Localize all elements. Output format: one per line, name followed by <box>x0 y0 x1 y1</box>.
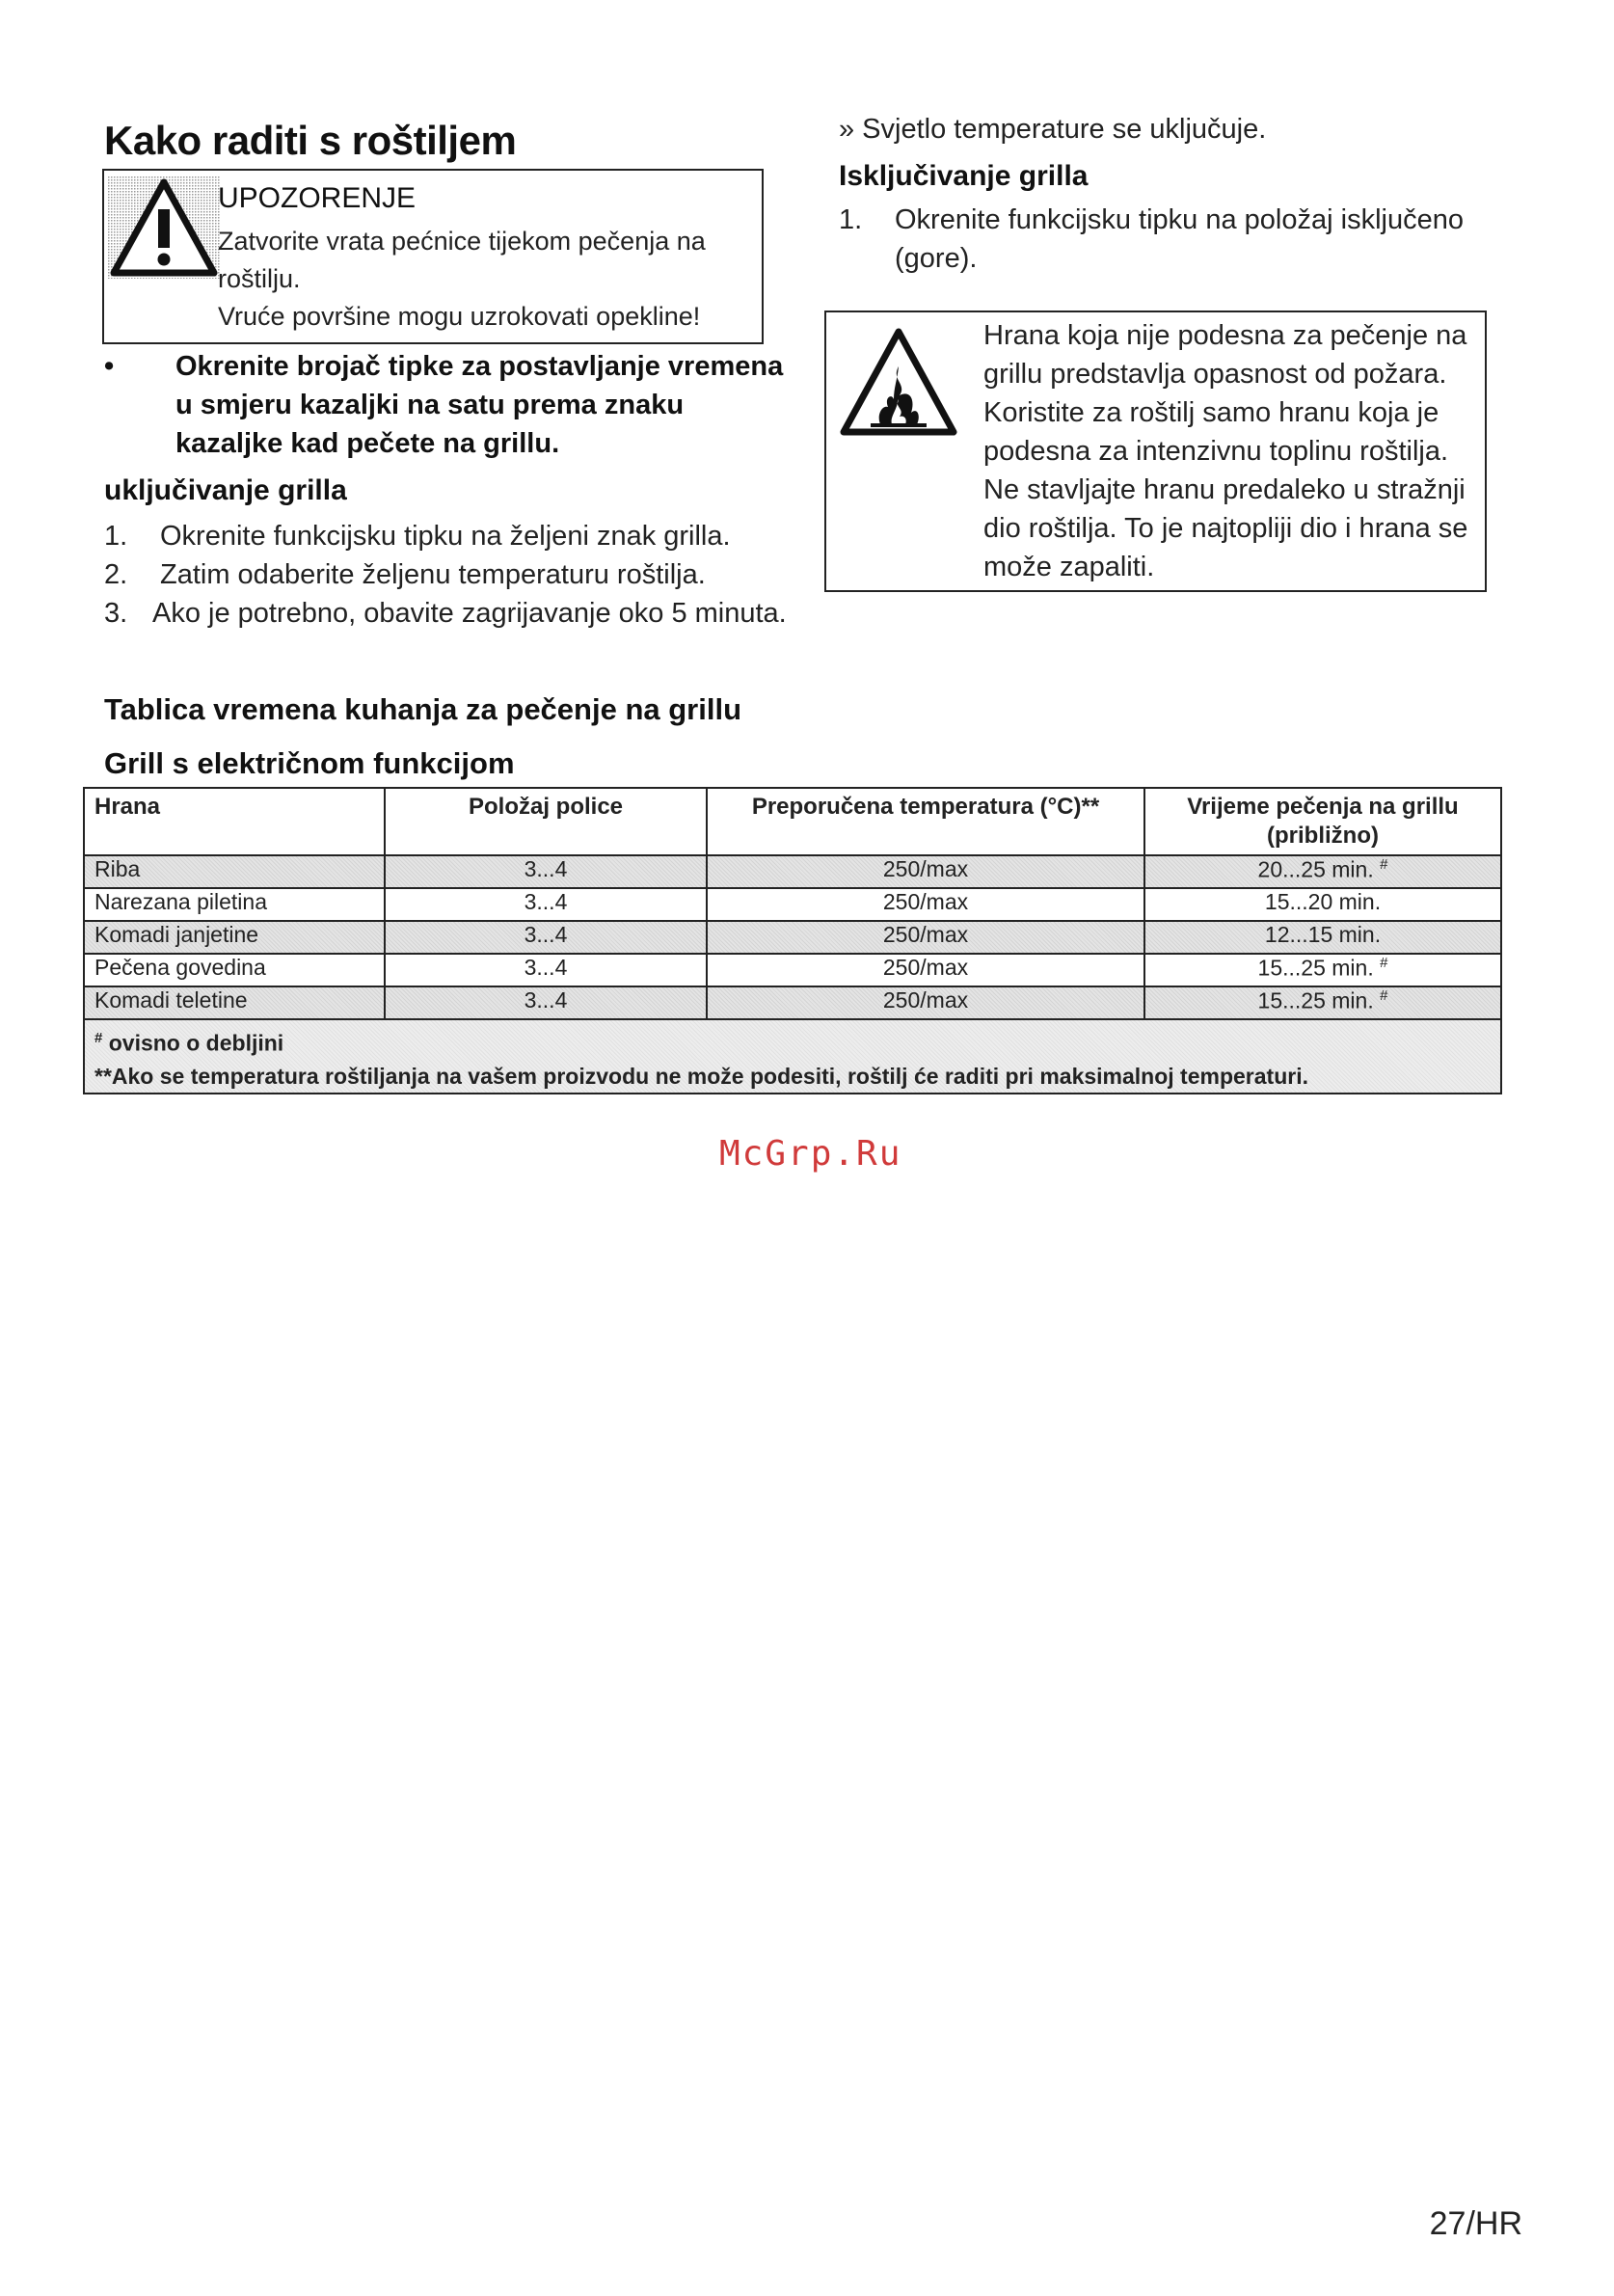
time-value: 20...25 min. <box>1257 856 1374 882</box>
step-item <box>839 201 1464 239</box>
header-temp: Preporučena temperatura (°C)** <box>707 788 1144 855</box>
table-header-row <box>84 788 1501 855</box>
cell-shelf: 3...4 <box>385 954 707 986</box>
step-item <box>104 555 787 594</box>
fire-warning-text: Hrana koja nije podesna za pečenje na grillu predstavlja opasnost od požara. Koristite za roštilj samo hranu koja je podesna za intenzivnu toplinu roštilja. Ne stavljajte hranu predaleko u stražnji dio roštilja. To je najtopliji dio i hrana se može zapaliti. <box>983 320 1468 582</box>
cell-shelf: 3...4 <box>385 855 707 888</box>
cell-temp: 250/max <box>707 954 1144 986</box>
header-time-line: (približno) <box>1267 823 1379 849</box>
warning-line: Vruće površine mogu uzrokovati opekline! <box>218 302 701 331</box>
bullet-text: Okrenite brojač tipke za postavljanje vremena u smjeru kazaljki na satu prema znaku kazaljke kad pečete na grillu. <box>175 351 784 459</box>
step-number: 1. <box>104 521 128 552</box>
time-value: 15...25 min. <box>1257 955 1374 981</box>
fire-warning-box <box>824 311 1487 592</box>
warning-box <box>102 169 764 344</box>
table-row <box>84 888 1501 921</box>
cell-time <box>1144 921 1501 954</box>
note-thickness <box>94 1022 1491 1060</box>
page-number: 27/HR <box>1429 2205 1522 2242</box>
step-text: Ako je potrebno, obavite zagrijavanje oko 5 minuta. <box>152 598 787 629</box>
step-item <box>104 594 787 633</box>
table-title: Grill s električnom funkcijom <box>104 746 515 780</box>
time-value: 15...25 min. <box>1257 987 1374 1013</box>
cell-time <box>1144 888 1501 921</box>
step-number: 1. <box>839 204 863 235</box>
table-notes-row <box>84 1019 1501 1094</box>
header-food: Hrana <box>84 788 385 855</box>
note-text: ovisno o debljini <box>102 1030 284 1056</box>
grill-off-steps <box>839 201 1464 278</box>
step-item <box>104 517 787 555</box>
step-text: Zatim odaberite željenu temperaturu roštilja. <box>160 559 706 590</box>
page-title: Kako raditi s roštiljem <box>104 118 517 163</box>
note-max-temperature: **Ako se temperatura roštiljanja na vašem proizvodu ne može podesiti, roštilj će raditi pri maksimalnoj temperaturi. <box>94 1063 1308 1089</box>
table-row <box>84 921 1501 954</box>
result-text: » Svjetlo temperature se uključuje. <box>839 114 1267 145</box>
cell-shelf: 3...4 <box>385 986 707 1019</box>
step-text: Okrenite funkcijsku tipku na položaj isključeno <box>895 204 1464 235</box>
warning-line: roštilju. <box>218 264 301 293</box>
warning-text <box>218 223 706 336</box>
table-row <box>84 855 1501 888</box>
cell-temp: 250/max <box>707 921 1144 954</box>
cell-time <box>1144 855 1501 888</box>
table-row <box>84 954 1501 986</box>
fire-hazard-icon <box>838 324 959 440</box>
step-text: Okrenite funkcijsku tipku na željeni znak grilla. <box>160 521 731 552</box>
grill-time-table <box>83 787 1502 1094</box>
cell-temp: 250/max <box>707 986 1144 1019</box>
warning-triangle-icon <box>108 176 220 279</box>
cell-temp: 250/max <box>707 888 1144 921</box>
grill-off-heading: Isključivanje grilla <box>839 160 1089 192</box>
cell-time <box>1144 954 1501 986</box>
cell-temp: 250/max <box>707 855 1144 888</box>
warning-line: Zatvorite vrata pećnice tijekom pečenja na <box>218 227 706 256</box>
footnote-mark: # <box>1380 987 1388 1004</box>
cell-food: Narezana piletina <box>84 888 385 921</box>
cell-food: Riba <box>84 855 385 888</box>
grill-on-steps <box>104 517 787 633</box>
step-number: 3. <box>104 598 128 629</box>
watermark: McGrp.Ru <box>719 1134 902 1174</box>
cell-food: Komadi janjetine <box>84 921 385 954</box>
header-time <box>1144 788 1501 855</box>
table-notes <box>84 1019 1501 1094</box>
footnote-mark: # <box>1380 955 1388 971</box>
step-item-continued: (gore). <box>895 243 978 274</box>
cell-food: Komadi teletine <box>84 986 385 1019</box>
step-number: 2. <box>104 559 128 590</box>
time-value: 12...15 min. <box>1264 922 1382 947</box>
cell-time <box>1144 986 1501 1019</box>
warning-heading: UPOZORENJE <box>218 182 417 214</box>
section-title: Tablica vremena kuhanja za pečenje na grillu <box>104 692 742 726</box>
cell-shelf: 3...4 <box>385 888 707 921</box>
footnote-mark: # <box>1380 856 1388 873</box>
time-value: 15...20 min. <box>1264 889 1382 914</box>
cell-shelf: 3...4 <box>385 921 707 954</box>
cell-food: Pečena govedina <box>84 954 385 986</box>
grill-on-heading: uključivanje grilla <box>104 474 347 506</box>
table-row <box>84 986 1501 1019</box>
bullet-symbol: • <box>104 351 115 382</box>
footnote-mark: # <box>94 1030 103 1046</box>
header-time-line: Vrijeme pečenja na grillu <box>1187 794 1459 820</box>
header-shelf: Položaj police <box>385 788 707 855</box>
